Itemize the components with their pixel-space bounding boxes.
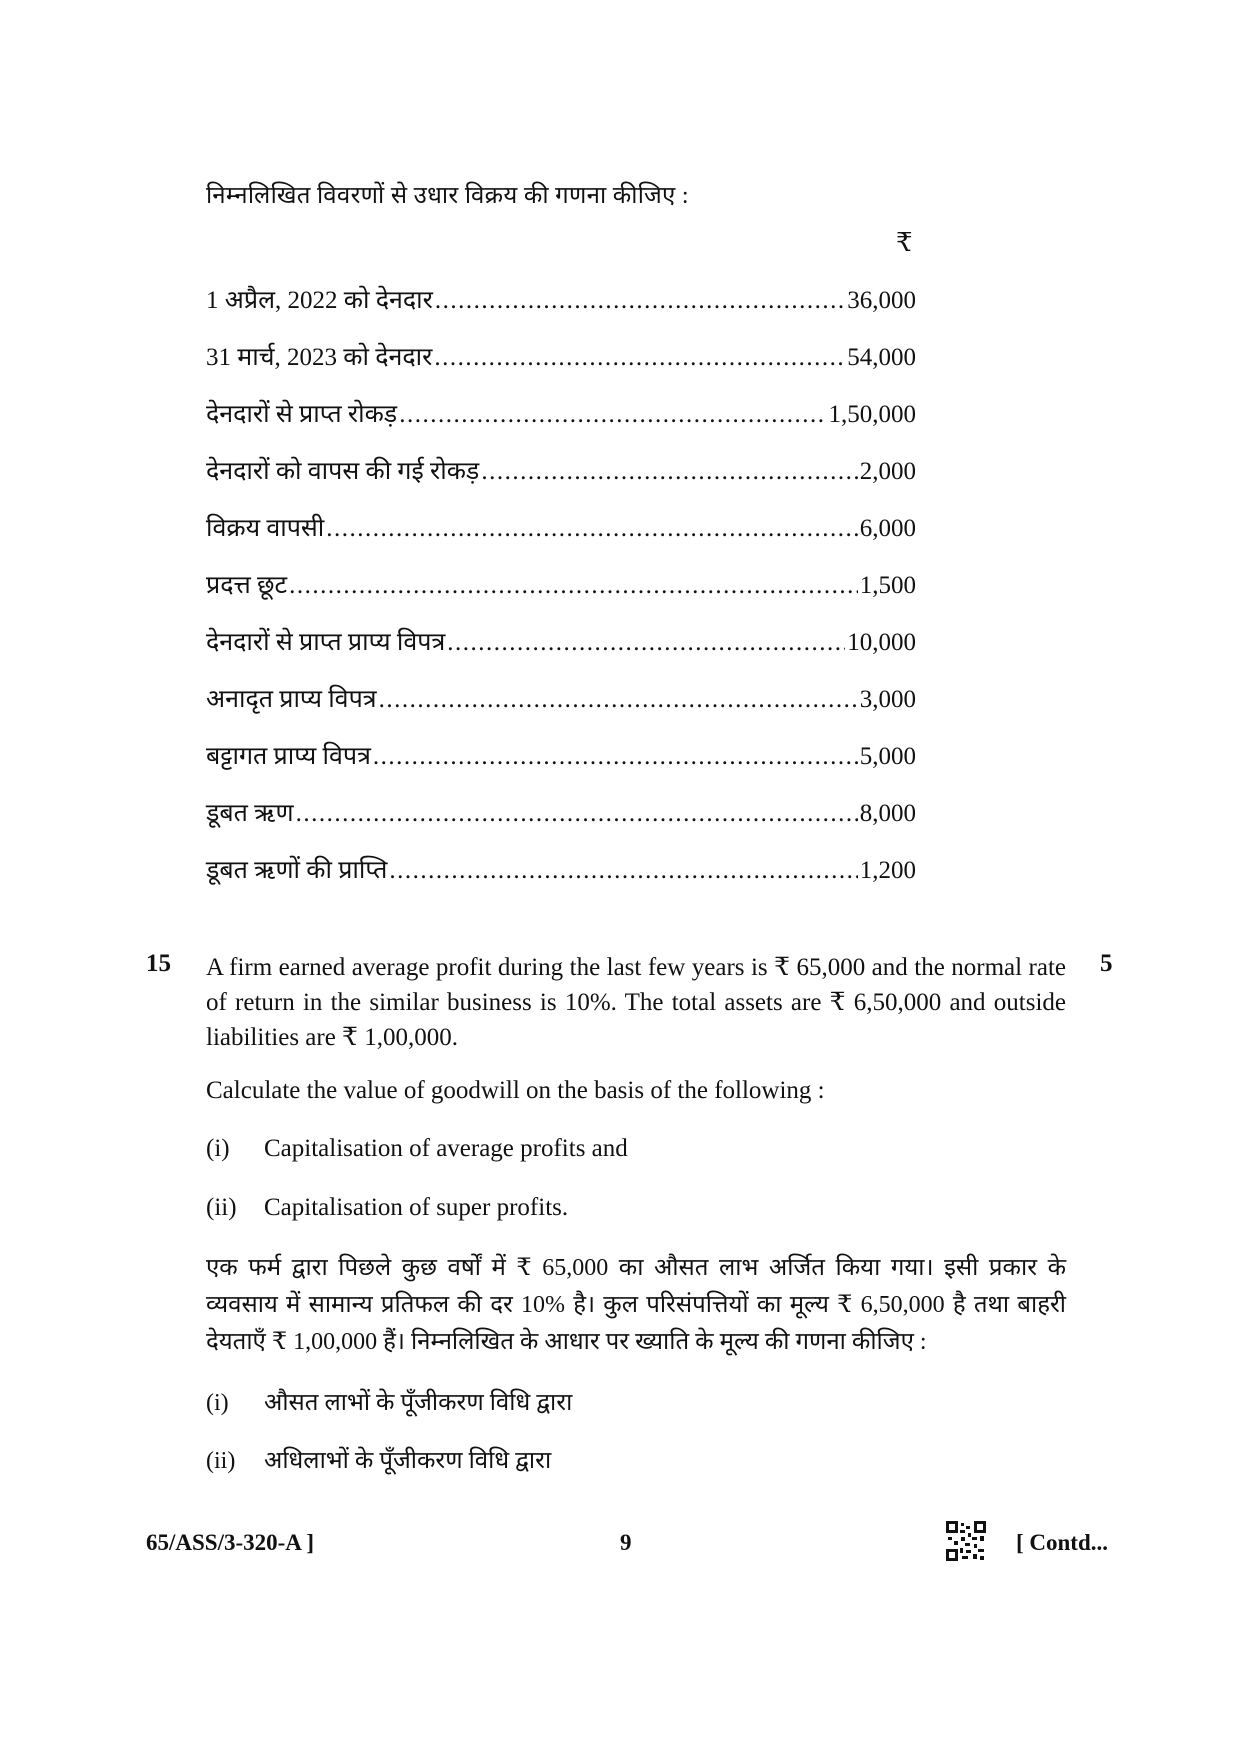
leader-dots — [447, 629, 845, 657]
option-text: औसत लाभों के पूँजीकरण विधि द्वारा — [264, 1390, 573, 1416]
ledger-amount: 3,000 — [859, 686, 916, 713]
option-number: (ii) — [206, 1194, 237, 1221]
ledger-amount: 8,000 — [859, 800, 916, 827]
ledger-label: बट्टागत प्राप्य विपत्र — [206, 743, 371, 770]
continued-marker: [ Contd... — [1016, 1530, 1109, 1555]
ledger-amount: 54,000 — [847, 344, 916, 371]
leader-dots — [435, 287, 845, 315]
leader-dots — [296, 800, 858, 828]
option-number: (ii) — [206, 1448, 236, 1474]
ledger-label: प्रदत्त छूट — [206, 572, 288, 599]
leader-dots — [481, 458, 857, 486]
intro-instruction-hindi: निम्नलिखित विवरणों से उधार विक्रय की गणना कीजिए : — [206, 183, 689, 209]
leader-dots — [399, 401, 826, 429]
ledger-label: देनदारों से प्राप्त रोकड़ — [206, 401, 398, 428]
ledger-label: अनादृत प्राप्य विपत्र — [206, 686, 377, 713]
option-number: (i) — [206, 1135, 230, 1162]
ledger-label: 31 मार्च, 2023 को देनदार — [206, 344, 433, 371]
ledger-row — [206, 282, 916, 339]
ledger-label: डूबत ऋण — [206, 800, 294, 827]
ledger-amount: 2,000 — [859, 458, 916, 485]
option-hindi-2 — [206, 1443, 551, 1476]
qr-code-icon — [946, 1521, 986, 1561]
question-marks: 5 — [1100, 950, 1113, 977]
question-text-hindi: एक फर्म द्वारा पिछले कुछ वर्षों में ₹ 65,000 का औसत लाभ अर्जित किया गया। इसी प्रकार के व्यवसाय में सामान्य प्रतिफल की दर 10% है। कुल परिसंपत्तियों का मूल्य ₹ 6,50,000 है तथा बाहरी देयताएँ ₹ 1,00,000 हैं। निम्नलिखित के आधार पर ख्याति के मूल्य की गणना कीजिए : — [206, 1255, 1066, 1355]
ledger-row — [206, 453, 916, 510]
ledger-amount: 1,500 — [859, 572, 916, 599]
ledger-label: देनदारों से प्राप्त प्राप्य विपत्र — [206, 629, 446, 656]
ledger-label: देनदारों को वापस की गई रोकड़ — [206, 458, 480, 485]
ledger-row — [206, 624, 916, 681]
ledger-row — [206, 339, 916, 396]
leader-dots — [373, 743, 858, 771]
ledger-amount: 1,50,000 — [828, 401, 916, 428]
option-number: (i) — [206, 1390, 229, 1416]
page-number: 9 — [620, 1530, 632, 1555]
ledger-row — [206, 681, 916, 738]
ledger-amount: 6,000 — [859, 515, 916, 542]
paper-code: 65/ASS/3-320-A ] — [146, 1530, 315, 1555]
option-text: Capitalisation of average profits and — [264, 1135, 628, 1162]
option-text: Capitalisation of super profits. — [264, 1194, 569, 1221]
ledger-row — [206, 795, 916, 852]
leader-dots — [379, 686, 858, 714]
ledger-row — [206, 852, 916, 909]
ledger-amount: 10,000 — [847, 629, 916, 656]
option-english-2 — [206, 1194, 568, 1222]
option-hindi-1 — [206, 1385, 572, 1418]
question-number: 15 — [146, 950, 171, 977]
ledger-label: 1 अप्रैल, 2022 को देनदार — [206, 287, 433, 314]
ledger-table — [206, 282, 916, 909]
currency-column-header: ₹ — [896, 228, 913, 257]
ledger-amount: 1,200 — [859, 857, 916, 884]
ledger-label: डूबत ऋणों की प्राप्ति — [206, 857, 388, 884]
option-text: अधिलाभों के पूँजीकरण विधि द्वारा — [264, 1448, 552, 1474]
leader-dots — [326, 515, 857, 543]
ledger-amount: 5,000 — [859, 743, 916, 770]
leader-dots — [289, 572, 858, 600]
question-instruction-english: Calculate the value of goodwill on the basis of the following : — [206, 1077, 825, 1104]
leader-dots — [434, 344, 845, 372]
ledger-row — [206, 567, 916, 624]
question-text-english: A firm earned average profit during the last few years is ₹ 65,000 and the normal rate of return in the similar business is 10%. The total assets are ₹ 6,50,000 and outside liabilities are ₹ 1,00,000. — [206, 954, 1066, 1051]
ledger-row — [206, 396, 916, 453]
option-english-1 — [206, 1135, 628, 1163]
ledger-label: विक्रय वापसी — [206, 515, 325, 542]
ledger-amount: 36,000 — [847, 287, 916, 314]
ledger-row — [206, 738, 916, 795]
ledger-row — [206, 510, 916, 567]
leader-dots — [389, 857, 857, 885]
